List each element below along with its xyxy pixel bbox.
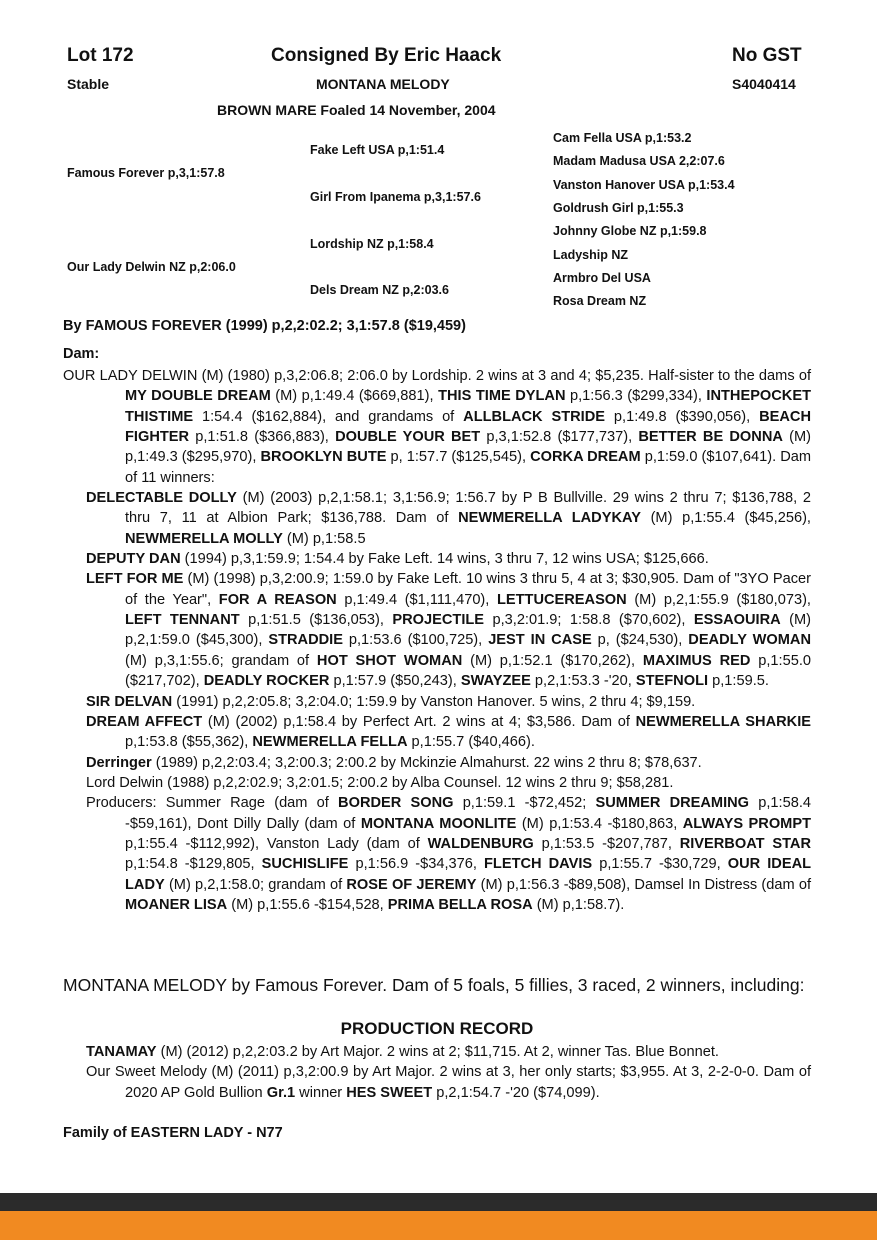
dam-segment: Derringer [86, 754, 152, 771]
dam-segment: p,1:59.5. [708, 673, 769, 690]
production-record-title: PRODUCTION RECORD [340, 1019, 534, 1038]
dam-segment: p,1:55.7 -$30,729, [592, 856, 728, 873]
dam-segment: p,1:55.4 -$112,992), Vanston Lady (dam of [125, 835, 428, 852]
dam-segment: p,1:55.0 ($217,702), [125, 652, 811, 690]
horse-description: BROWN MARE Foaled 14 November, 2004 [217, 102, 496, 118]
dam-segment: OUR LADY DELWIN (M) (1980) p,3,2:06.8; 2:06.0 by Lordship. 2 wins at 3 and 4; $5,235. Half-sister to the dams of [63, 368, 811, 384]
pedigree-sire: Famous Forever p,3,1:57.8 [67, 166, 225, 180]
dam-segment: MY DOUBLE DREAM [125, 388, 271, 405]
pedigree-dam: Our Lady Delwin NZ p,2:06.0 [67, 260, 236, 274]
dam-segment: p,1:51.8 ($366,883), [189, 429, 336, 446]
dam-segment: INTHEPOCKET THISTIME [125, 388, 811, 425]
dam-segment: (M) p,1:52.1 ($170,262), [462, 652, 643, 669]
dam-segment: FLETCH DAVIS [484, 856, 593, 873]
pedigree-g3-7: Armbro Del USA [553, 271, 651, 285]
pedigree-sire-dam: Girl From Ipanema p,3,1:57.6 [310, 190, 481, 204]
dam-segment: SWAYZEE [460, 673, 531, 690]
dam-segment: p, ($24,530), [591, 632, 689, 649]
lot-number: Lot 172 [67, 45, 134, 66]
dam-paragraph [63, 366, 811, 488]
dam-segment: BORDER SONG [338, 795, 454, 812]
progeny-entry [63, 753, 811, 773]
prod-segment: Gr.1 [266, 1084, 296, 1101]
dam-segment: NEWMERELLA SHARKIE [635, 713, 811, 730]
dam-segment: (M) p,1:55.6 -$154,528, [227, 896, 388, 913]
horse-id: S4040414 [732, 76, 796, 92]
dam-segment: p,3,2:01.9; 1:58.8 ($70,602), [484, 612, 694, 629]
dam-segment: DELECTABLE DOLLY [86, 490, 237, 507]
dam-segment: OUR IDEAL LADY [125, 856, 812, 893]
dam-segment: (M) p,1:55.4 ($45,256), [640, 510, 811, 527]
dam-segment: (M) (2002) p,1:58.4 by Perfect Art. 2 wins at 4; $3,586. Dam of [202, 713, 636, 730]
pedigree-g3-2: Madam Madusa USA 2,2:07.6 [553, 154, 725, 168]
dam-segment: STRADDIE [268, 632, 343, 649]
pedigree-g3-5: Johnny Globe NZ p,1:59.8 [553, 224, 707, 238]
dam-segment: ROSE OF JEREMY [346, 876, 477, 893]
dam-segment: (1991) p,2,2:05.8; 3,2:04.0; 1:59.9 by Vanston Hanover. 5 wins, 2 thru 4; $9,159. [172, 693, 696, 710]
dam-segment: p,1:53.8 ($55,362), [125, 734, 253, 751]
footer-dark-bar [0, 1193, 877, 1211]
dam-segment: PRIMA BELLA ROSA [387, 896, 533, 913]
dam-segment: STEFNOLI [635, 673, 709, 690]
dam-segment: (M) p,1:58.5 [282, 530, 366, 547]
dam-segment: p,1:54.8 -$129,805, [125, 856, 262, 873]
dam-segment: BROOKLYN BUTE [260, 449, 387, 466]
dam-segment: NEWMERELLA FELLA [252, 734, 408, 751]
dam-segment: SUMMER DREAMING [595, 795, 750, 812]
dam-segment: p,3,1:52.8 ($177,737), [480, 429, 639, 446]
dam-segment: DEPUTY DAN [86, 551, 181, 568]
dam-segment: p,1:49.8 ($390,056), [605, 408, 760, 425]
dam-record [63, 366, 811, 915]
dam-segment: p,1:56.9 -$34,376, [348, 856, 485, 873]
dam-segment: 1:54.4 ($162,884), and grandams of [193, 408, 464, 425]
dam-segment: DOUBLE YOUR BET [335, 429, 481, 446]
dam-segment: THIS TIME DYLAN [438, 388, 566, 405]
dam-segment: DEADLY ROCKER [203, 673, 330, 690]
prod-segment: winner [295, 1084, 347, 1101]
dam-segment: (M) p,1:49.3 ($295,970), [125, 429, 811, 466]
dam-segment: BEACH FIGHTER [125, 408, 811, 446]
dam-segment: JEST IN CASE [488, 632, 592, 649]
dam-segment: ESSAOUIRA [693, 612, 781, 629]
dam-segment: RIVERBOAT STAR [679, 835, 811, 852]
horse-name: MONTANA MELODY [316, 76, 450, 92]
stable-label: Stable [67, 76, 110, 92]
prod-segment: (M) (2012) p,2,2:03.2 by Art Major. 2 wins at 2; $11,715. At 2, winner Tas. Blue Bonnet. [156, 1044, 719, 1060]
dam-segment: p,2,1:53.3 -'20, [530, 673, 636, 690]
pedigree-g3-4: Goldrush Girl p,1:55.3 [553, 201, 684, 215]
pedigree-sire-sire: Fake Left USA p,1:51.4 [310, 143, 445, 157]
dam-segment: DEADLY WOMAN [688, 632, 811, 649]
dam-segment: WALDENBURG [427, 835, 534, 852]
dam-segment: MAXIMUS RED [642, 652, 751, 669]
dam-segment: p, 1:57.7 ($125,545), [386, 449, 531, 466]
pedigree-g3-6: Ladyship NZ [553, 248, 629, 262]
production-entry [63, 1062, 811, 1103]
dam-segment: p,1:55.7 ($40,466). [407, 734, 535, 751]
dam-segment: MONTANA MOONLITE [360, 815, 517, 832]
dam-segment: (M) (2003) p,2,1:58.1; 3,1:56.9; 1:56.7 by P B Bullville. 29 wins 2 thru 7; $136,788, 2 thru 7, 11 at Albion Park; $136,788. Dam of [125, 490, 811, 527]
dam-segment: ALLBLACK STRIDE [463, 408, 606, 425]
prod-segment: TANAMAY [86, 1044, 157, 1060]
prod-segment: Our Sweet Melody (M) (2011) p,3,2:00.9 by Art Major. 2 wins at 3, her only starts; $3,955. At 3, 2-2-0-0. Dam of 2020 AP Gold Bullion [86, 1064, 811, 1101]
dam-segment: (M) p,1:49.4 ($669,881), [270, 388, 439, 405]
progeny-entry [63, 712, 811, 753]
dam-segment: (M) p,3,1:55.6; grandam of [125, 652, 317, 669]
progeny-entry [63, 773, 811, 793]
production-record [63, 1042, 811, 1103]
dam-segment: CORKA DREAM [530, 449, 641, 466]
dam-segment: (M) p,1:58.7). [532, 896, 625, 913]
dam-segment: (M) p,2,1:58.0; grandam of [164, 876, 347, 893]
dam-segment: NEWMERELLA MOLLY [125, 530, 283, 547]
progeny-entry [63, 488, 811, 549]
progeny-entry [63, 569, 811, 691]
dam-segment: p,1:59.1 -$72,452; [453, 795, 596, 812]
prod-segment: p,2,1:54.7 -'20 ($74,099). [432, 1084, 600, 1101]
producers-entry [63, 793, 811, 915]
footer-orange-bar [0, 1211, 877, 1240]
dam-segment: ALWAYS PROMPT [682, 815, 811, 832]
dam-segment: BETTER BE DONNA [638, 429, 783, 446]
dam-segment: LEFT TENNANT [125, 612, 240, 629]
dam-segment: (1989) p,2,2:03.4; 3,2:00.3; 2:00.2 by Mckinzie Almahurst. 22 wins 2 thru 8; $78,637. [151, 754, 702, 771]
consignor: Consigned By Eric Haack [271, 45, 502, 66]
gst-status: No GST [732, 45, 802, 66]
pedigree-g3-8: Rosa Dream NZ [553, 294, 647, 308]
dam-segment: p,1:49.4 ($1,111,470), [336, 591, 497, 608]
dam-segment: (M) (1998) p,3,2:00.9; 1:59.0 by Fake Left. 10 wins 3 thru 5, 4 at 3; $30,905. Dam of "3YO Pacer of the Year", [125, 571, 811, 608]
dam-segment: SUCHISLIFE [261, 856, 349, 873]
dam-segment: p,1:51.5 ($136,053), [239, 612, 393, 629]
dam-segment: DREAM AFFECT [86, 713, 203, 730]
dam-label: Dam: [63, 346, 100, 362]
dam-summary: MONTANA MELODY by Famous Forever. Dam of 5 foals, 5 fillies, 3 raced, 2 winners, including: [63, 975, 805, 995]
dam-segment: p,1:56.3 ($299,334), [565, 388, 707, 405]
dam-segment: (M) p,1:53.4 -$180,863, [516, 815, 683, 832]
dam-segment: p,1:59.0 ($107,641). Dam of 11 winners: [125, 449, 812, 486]
prod-segment: HES SWEET [346, 1084, 433, 1101]
dam-segment: (M) p,2,1:55.9 ($180,073), [626, 591, 811, 608]
dam-segment: SIR DELVAN [86, 693, 173, 710]
dam-segment: (M) p,2,1:59.0 ($45,300), [125, 612, 811, 649]
dam-segment: Lord Delwin (1988) p,2,2:02.9; 3,2:01.5; 2:00.2 by Alba Counsel. 12 wins 2 thru 9; $58,281. [86, 774, 674, 791]
dam-segment: FOR A REASON [218, 591, 337, 608]
dam-segment: p,1:53.5 -$207,787, [533, 835, 680, 852]
dam-segment: MOANER LISA [125, 896, 228, 913]
dam-segment: p,1:57.9 ($50,243), [329, 673, 461, 690]
dam-segment: HOT SHOT WOMAN [316, 652, 463, 669]
dam-segment: LETTUCEREASON [496, 591, 627, 608]
progeny-entry [63, 549, 811, 569]
dam-segment: (1994) p,3,1:59.9; 1:54.4 by Fake Left. 14 wins, 3 thru 7, 12 wins USA; $125,666. [180, 551, 709, 568]
dam-segment: NEWMERELLA LADYKAY [458, 510, 641, 527]
dam-segment: p,1:58.4 -$59,161), Dont Dilly Dally (dam of [125, 795, 811, 832]
pedigree-dam-sire: Lordship NZ p,1:58.4 [310, 237, 434, 251]
dam-segment: PROJECTILE [392, 612, 485, 629]
dam-segment: (M) p,1:56.3 -$89,508), Damsel In Distress (dam of [476, 876, 812, 893]
production-entry [63, 1042, 811, 1062]
family-line: Family of EASTERN LADY - N77 [63, 1125, 283, 1141]
pedigree-g3-1: Cam Fella USA p,1:53.2 [553, 131, 692, 145]
sire-line: By FAMOUS FOREVER (1999) p,2,2:02.2; 3,1:57.8 ($19,459) [63, 318, 466, 334]
dam-segment: p,1:53.6 ($100,725), [342, 632, 489, 649]
pedigree-g3-3: Vanston Hanover USA p,1:53.4 [553, 178, 735, 192]
dam-segment: Producers: Summer Rage (dam of [86, 795, 339, 812]
dam-segment: LEFT FOR ME [86, 571, 184, 588]
pedigree-dam-dam: Dels Dream NZ p,2:03.6 [310, 283, 449, 297]
progeny-entry [63, 692, 811, 712]
